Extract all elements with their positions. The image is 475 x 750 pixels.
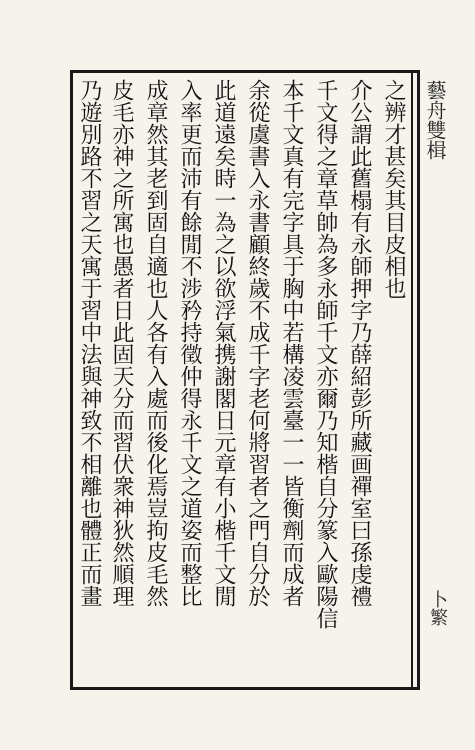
text-column-9: 皮毛亦神之所寓也愚者日此固天分而習伏衆神狄然順理 — [109, 79, 134, 607]
text-column-6: 此道遠矣時一為之以欲浮氣携謝閣日元章有小楷千文閒 — [211, 79, 236, 607]
text-column-3: 千文得之章草帥為多永師千文亦爾乃知楷自分篆入歐陽信 — [313, 79, 338, 629]
frame-rule — [411, 73, 413, 687]
text-column-2: 介公謂此舊榻有永師押字乃薛紹彭所藏画禪室曰孫虔禮 — [347, 79, 372, 607]
page-mark: 卜繁 — [427, 590, 448, 626]
text-column-4: 本千文真有完字具于胸中若構凌雲臺一一皆衡劑而成者 — [279, 79, 304, 607]
text-column-10: 乃遊別路不習之天寓于習中法與神致不相離也體正而畫 — [77, 79, 102, 607]
text-column-5: 余從虞書入永書顧終歲不成千字老何將習者之門自分於 — [245, 79, 270, 607]
text-frame — [70, 70, 420, 690]
text-column-7: 入率更而沛有餘閒不涉矜持徵仲得永千文之道姿而整比 — [177, 79, 202, 607]
text-column-1: 之辨才甚矣其目皮相也 — [381, 79, 406, 299]
text-column-8: 成章然其老到固自適也人各有入處而後化焉豈拘皮毛然 — [143, 79, 168, 607]
running-title: 藝舟雙楫 — [423, 80, 447, 160]
